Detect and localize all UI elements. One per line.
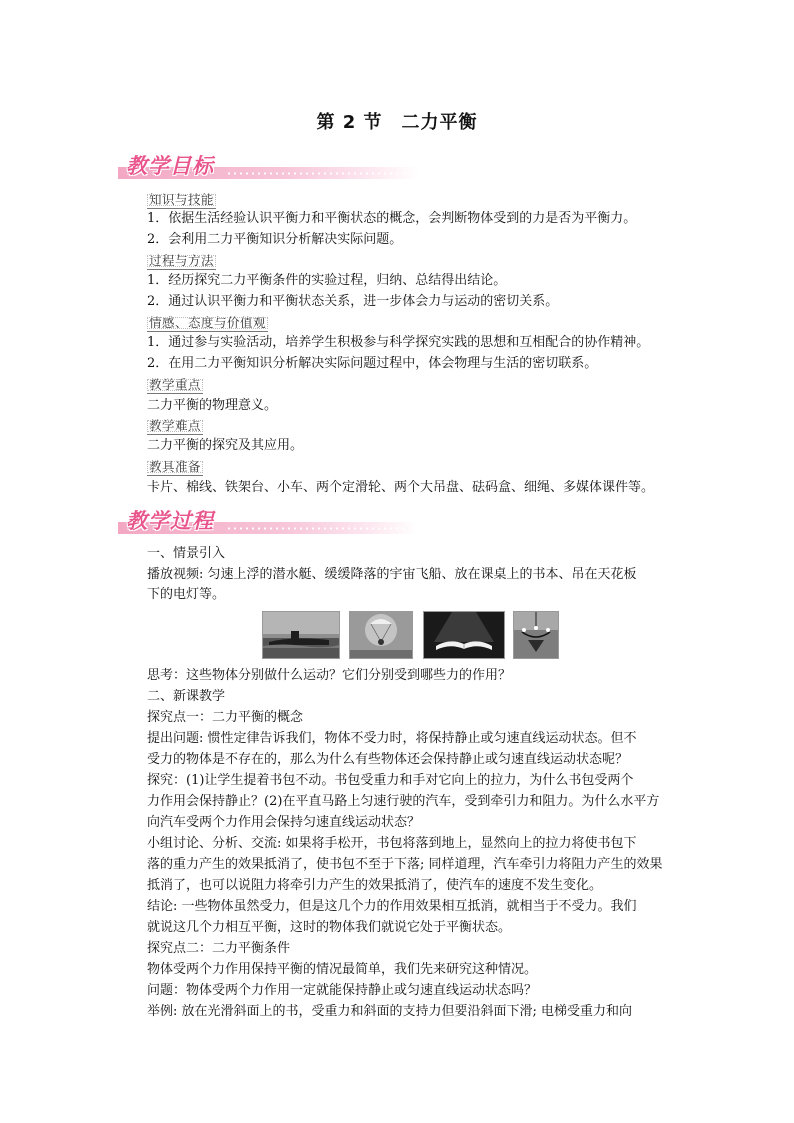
section-heading-intro: 一、情景引入 xyxy=(147,546,226,561)
p1-conclusion-line-2: 就说这几个力相互平衡，这时的物体我们就说它处于平衡状态。 xyxy=(147,920,512,935)
section-banner-process xyxy=(118,507,418,537)
p2-example: 举例: 放在光滑斜面上的书，受重力和斜面的支持力但要沿斜面下滑; 电梯受重力和向 xyxy=(147,1004,633,1019)
page-title: 第 2 节 二力平衡 xyxy=(316,112,478,133)
submarine-photo xyxy=(262,611,340,659)
label-method: 过程与方法 xyxy=(149,253,215,268)
parachute-capsule-photo xyxy=(349,611,413,659)
p1-question-line-1: 提出问题: 惯性定律告诉我们，物体不受力时，将保持静止或匀速直线运动状态。但不 xyxy=(147,731,637,746)
p1-explore-line-2: 力作用会保持静止？(2)在平直马路上匀速行驶的汽车，受到牵引力和阻力。为什么水平方 xyxy=(147,794,660,809)
method-item-2: 2．通过认识平衡力和平衡状态关系，进一步体会力与运动的密切关系。 xyxy=(147,294,559,309)
p2-question: 问题：物体受两个力作用一定就能保持静止或匀速直线运动状态吗？ xyxy=(147,983,538,998)
p1-discussion-line-1: 小组讨论、分析、交流: 如果将手松开，书包将落到地上，显然向上的拉力将使书包下 xyxy=(147,836,637,851)
intro-video-line-2: 下的电灯等。 xyxy=(147,587,226,602)
attitude-item-1: 1．通过参与实验活动，培养学生积极参与科学探究实践的思想和互相配合的协作精神。 xyxy=(147,335,650,350)
section-heading-new-lesson: 二、新课教学 xyxy=(147,689,226,704)
section-banner-goals xyxy=(118,152,418,182)
p2-intro: 物体受两个力作用保持平衡的情况最简单，我们先来研究这种情况。 xyxy=(147,962,538,977)
method-item-1: 1．经历探究二力平衡条件的实验过程，归纳、总结得出结论。 xyxy=(147,273,507,288)
p1-discussion-line-3: 抵消了，也可以说阻力将牵引力产生的效果抵消了，使汽车的速度不发生变化。 xyxy=(147,878,603,893)
label-difficult-point: 教学难点 xyxy=(149,418,202,433)
label-key-point: 教学重点 xyxy=(149,377,202,392)
tools-text: 卡片、棉线、铁架台、小车、两个定滑轮、两个大吊盘、砝码盒、细绳、多媒体课件等。 xyxy=(147,480,655,495)
chandelier-photo xyxy=(513,611,559,659)
p1-explore-line-3: 向汽车受两个力作用会保持匀速直线运动状态？ xyxy=(147,815,421,830)
label-knowledge: 知识与技能 xyxy=(149,192,215,207)
label-tools: 教具准备 xyxy=(149,459,202,474)
attitude-item-2: 2．在用二力平衡知识分析解决实际问题过程中，体会物理与生活的密切联系。 xyxy=(147,356,598,371)
p1-explore-line-1: 探究：(1)让学生提着书包不动。书包受重力和手对它向上的拉力，为什么书包受两个 xyxy=(147,773,634,788)
knowledge-item-1: 1．依据生活经验认识平衡力和平衡状态的概念，会判断物体受到的力是否为平衡力。 xyxy=(147,211,637,226)
banner-dots xyxy=(226,172,406,175)
p1-question-line-2: 受力的物体是不存在的，那么为什么有些物体还会保持静止或匀速直线运动状态呢？ xyxy=(147,752,629,767)
explore-point-1-heading: 探究点一：二力平衡的概念 xyxy=(147,710,304,725)
p1-discussion-line-2: 落的重力产生的效果抵消了，使书包不至于下落; 同样道理，汽车牵引力将阻力产生的效果 xyxy=(147,857,663,872)
banner-dots xyxy=(226,527,406,530)
knowledge-item-2: 2．会利用二力平衡知识分析解决实际问题。 xyxy=(147,232,403,247)
explore-point-2-heading: 探究点二：二力平衡条件 xyxy=(147,941,291,956)
banner-title: 教学目标 xyxy=(126,154,214,178)
intro-video-line-1: 播放视频: 匀速上浮的潜水艇、缓缓降落的宇宙飞船、放在课桌上的书本、吊在天花板 xyxy=(147,567,637,582)
p1-conclusion-line-1: 结论: 一些物体虽然受力，但是这几个力的作用效果相互抵消，就相当于不受力。我们 xyxy=(147,899,637,914)
label-attitude: 情感、态度与价值观 xyxy=(149,315,267,330)
key-point-text: 二力平衡的物理意义。 xyxy=(147,398,278,413)
difficult-point-text: 二力平衡的探究及其应用。 xyxy=(147,438,304,453)
think-question: 思考：这些物体分别做什么运动？它们分别受到哪些力的作用？ xyxy=(147,668,512,683)
banner-title: 教学过程 xyxy=(126,509,214,533)
book-photo xyxy=(423,611,505,659)
